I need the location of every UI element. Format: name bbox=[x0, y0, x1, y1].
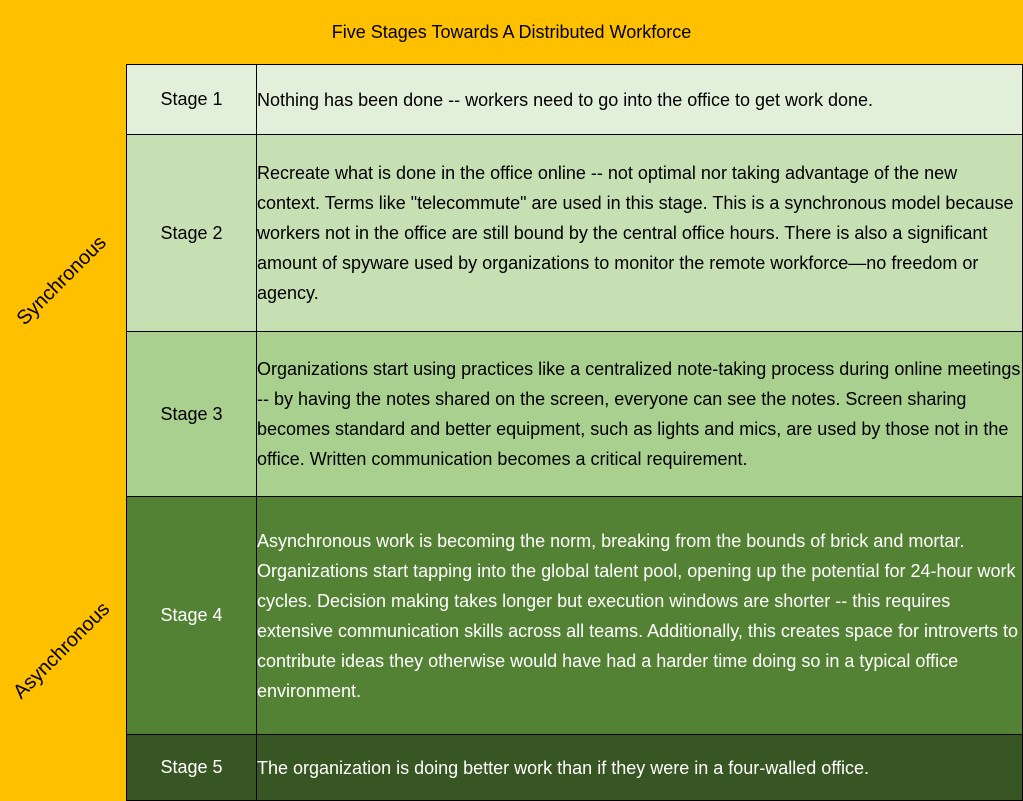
stage-row-2 bbox=[127, 135, 1023, 332]
stage-row-4 bbox=[127, 497, 1023, 735]
stage-row-5 bbox=[127, 735, 1023, 801]
stage-label: Stage 3 bbox=[127, 332, 257, 497]
synchronous-group-label: Synchronous bbox=[12, 231, 111, 330]
stage-description: Organizations start using practices like a centralized note-taking process during online meetings -- by having the notes shared on the screen, everyone can see the notes. Screen sharing becomes standard and better equipment, such as lights and mics, are used by those not in the office. Written communication becomes a critical requirement. bbox=[257, 332, 1023, 497]
stage-label: Stage 4 bbox=[127, 497, 257, 735]
stage-label: Stage 1 bbox=[127, 65, 257, 135]
stage-label: Stage 5 bbox=[127, 735, 257, 801]
stage-description: The organization is doing better work than if they were in a four-walled office. bbox=[257, 735, 1023, 801]
stages-table bbox=[126, 64, 1023, 801]
stage-row-3 bbox=[127, 332, 1023, 497]
stage-description: Nothing has been done -- workers need to go into the office to get work done. bbox=[257, 65, 1023, 135]
asynchronous-group-label: Asynchronous bbox=[9, 598, 115, 704]
page-title: Five Stages Towards A Distributed Workforce bbox=[331, 22, 692, 42]
stage-description: Recreate what is done in the office online -- not optimal nor taking advantage of the new context. Terms like "telecommute" are used in this stage. This is a synchronous model because workers not in the office are still bound by the central office hours. There is also a significant amount of spyware used by organizations to monitor the remote workforce—no freedom or agency. bbox=[257, 135, 1023, 332]
stage-label: Stage 2 bbox=[127, 135, 257, 332]
stage-description: Asynchronous work is becoming the norm, breaking from the bounds of brick and mortar. Organizations start tapping into the global talent pool, opening up the potential for 24-hour work cycles. Decision making takes longer but execution windows are shorter -- this requires extensive communication skills across all teams. Additionally, this creates space for introverts to contribute ideas they otherwise would have had a harder time doing so in a typical office environment. bbox=[257, 497, 1023, 735]
stage-row-1 bbox=[127, 65, 1023, 135]
